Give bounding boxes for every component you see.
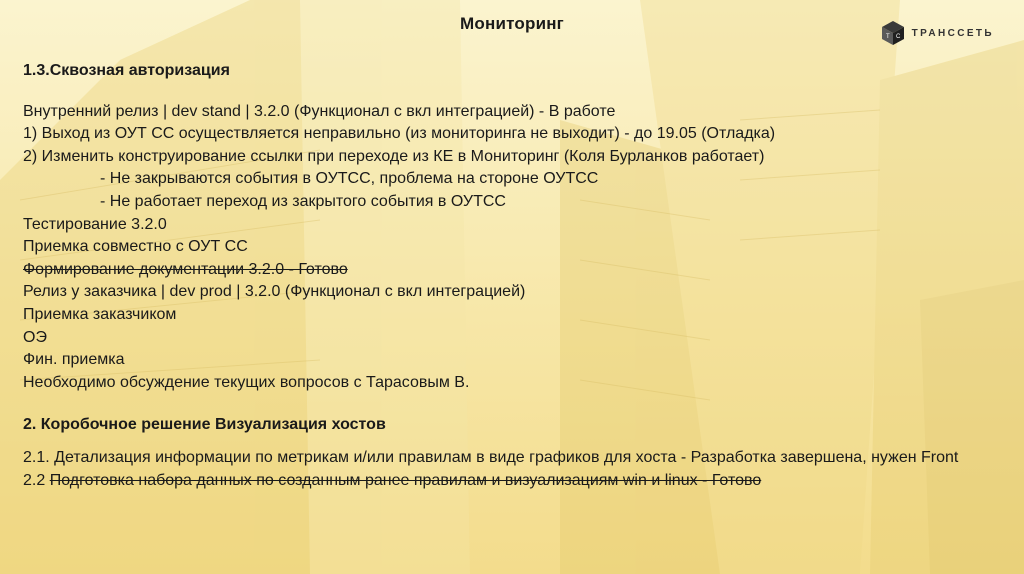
text-line: Фин. приемка: [23, 351, 125, 369]
text-line-indented: - Не работает переход из закрытого события в ОУТСС: [100, 192, 506, 210]
text-line: Необходимо обсуждение текущих вопросов с Тарасовым В.: [23, 373, 470, 391]
text-line-indented: - Не закрываются события в ОУТСС, проблема на стороне ОУТСС: [100, 170, 599, 188]
text-line: [23, 470, 1003, 493]
slide-title: Мониторинг: [460, 14, 564, 33]
company-logo: [880, 20, 994, 46]
section-heading: 2. Коробочное решение Визуализация хостов: [23, 416, 386, 434]
text-line: Приемка совместно с ОУТ СС: [23, 238, 248, 256]
slide-body: [23, 60, 1003, 492]
text-line: ОЭ: [23, 328, 47, 346]
text-line: Тестирование 3.2.0: [23, 215, 167, 233]
text-line: 2.1. Детализация информации по метрикам и/или правилам в виде графиков для хоста - Разработка завершена, нужен Front: [23, 448, 959, 466]
logo-cube-icon: [880, 20, 906, 46]
section-heading: 1.3.Сквозная авторизация: [23, 62, 230, 79]
logo-text: ТРАНССЕТЬ: [911, 27, 994, 39]
svg-text:C: C: [895, 34, 900, 40]
text-line-done: Формирование документации 3.2.0 - Готово: [23, 260, 348, 278]
text-line: 2) Изменить конструирование ссылки при переходе из КЕ в Мониторинг (Коля Бурланков работает): [23, 147, 765, 165]
text-line: 1) Выход из ОУТ СС осуществляется неправильно (из мониторинга не выходит) - до 19.05 (Отладка): [23, 125, 776, 143]
text-done: Подготовка набора данных по созданным ранее правилам и визуализациям win и linux - Готово: [49, 471, 762, 489]
item-number: 2.2: [23, 471, 46, 489]
text-line: Релиз у заказчика | dev prod | 3.2.0 (Функционал с вкл интеграцией): [23, 283, 526, 301]
svg-text:T: T: [885, 34, 890, 40]
text-line: Приемка заказчиком: [23, 305, 177, 323]
text-line: Внутренний релиз | dev stand | 3.2.0 (Функционал с вкл интеграцией) - В работе: [23, 102, 616, 120]
